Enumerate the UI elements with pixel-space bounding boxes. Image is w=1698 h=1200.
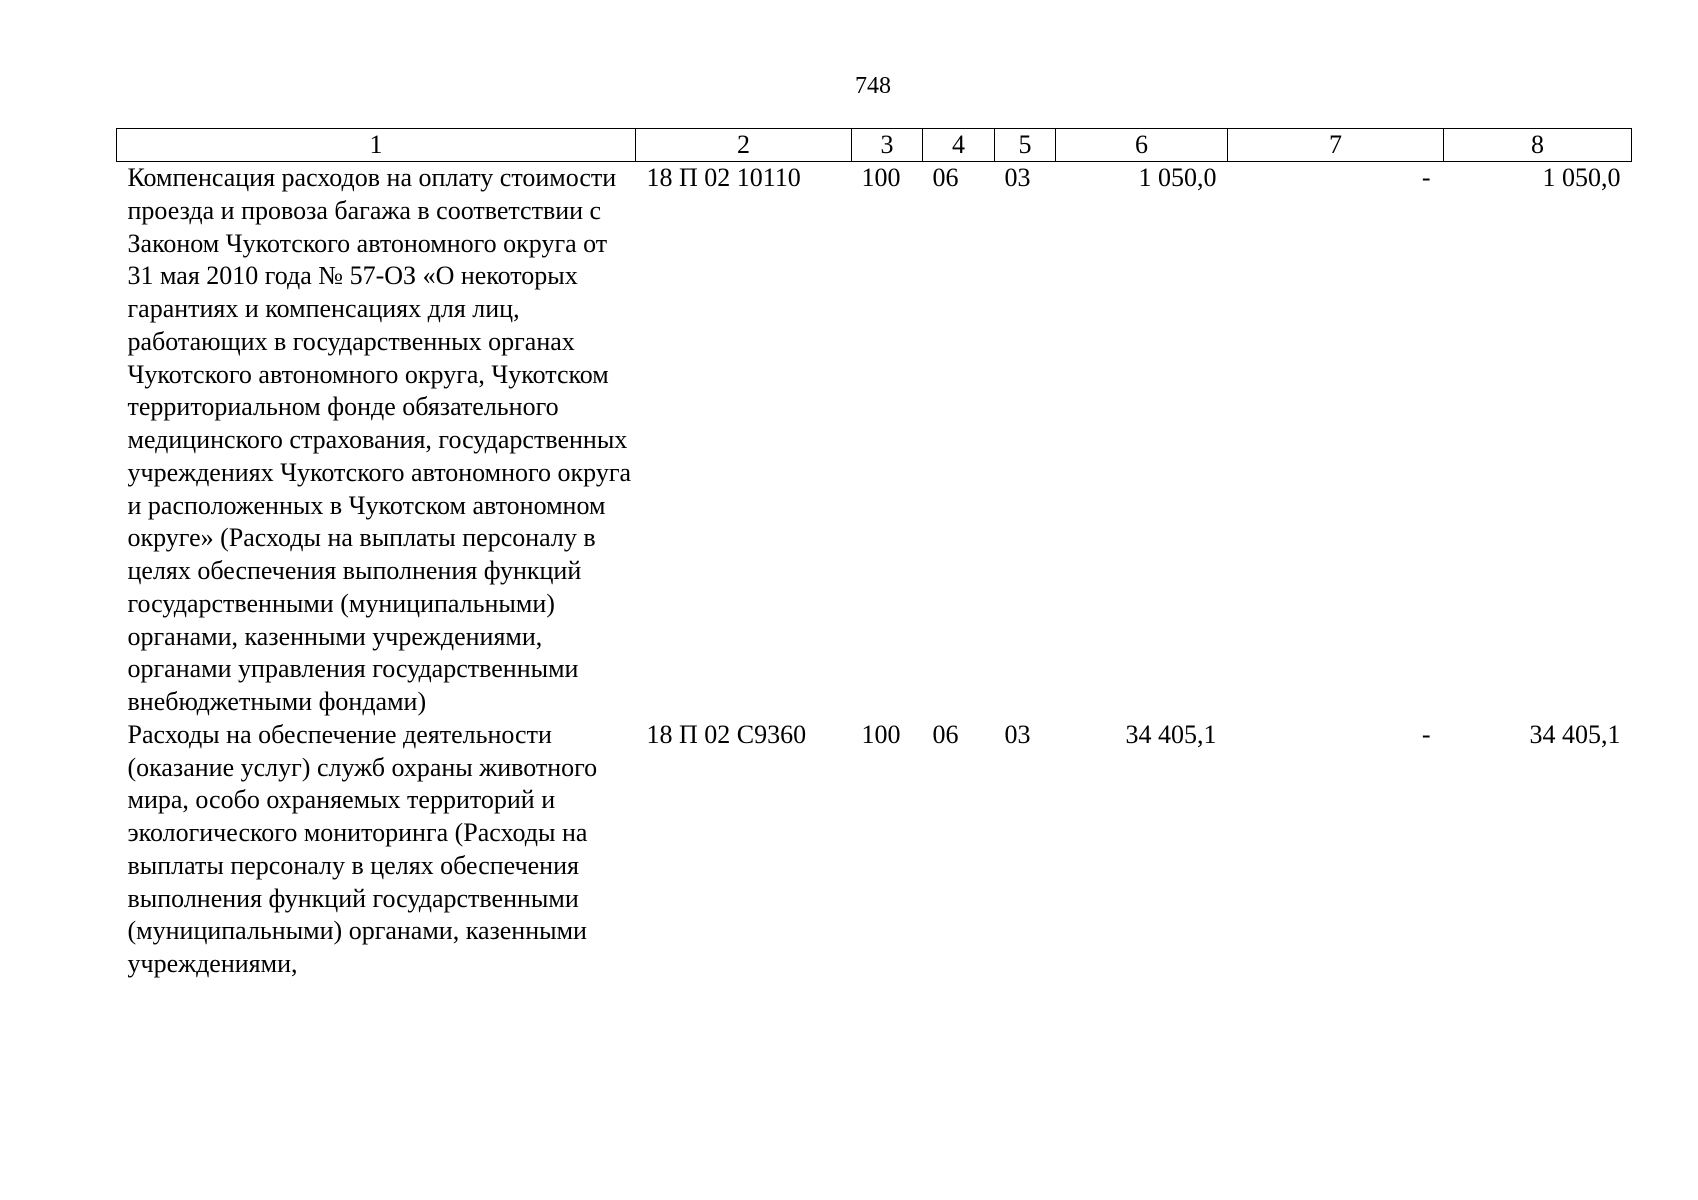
row-code: 18 П 02 С9360 (646, 719, 807, 749)
header-col-4: 4 (923, 129, 995, 162)
budget-table (116, 128, 1632, 981)
header-col-1: 1 (117, 129, 636, 162)
row-name: Компенсация расходов на оплату стоимости проезда и провоза багажа в соответствии с Законом Чукотского автономного округа от 31 мая 2010 года № 57-ОЗ «О некоторых гарантиях и компенсациях для лиц, работающих в государственных органах Чукотского автономного округа, Чукотском территориальном фонде обязательного медицинского страхования, государственных учреждениях Чукотского автономного округа и расположенных в Чукотском автономном округе» (Расходы на выплаты персоналу в целях обеспечения выполнения функций государственными (муниципальными) органами, казенными учреждениями, органами управления государственными внебюджетными фондами) (127, 163, 632, 716)
row-col-4: 06 (932, 719, 959, 749)
header-row (117, 129, 1632, 162)
header-col-5: 5 (995, 129, 1056, 162)
row-col-3: 100 (861, 719, 901, 749)
row-col-8: 1 050,0 (1542, 163, 1621, 192)
table-body (117, 162, 1632, 981)
row-col-6: 1 050,0 (1138, 163, 1217, 192)
table-row (117, 162, 1632, 719)
row-col-3: 100 (861, 163, 901, 192)
row-col-7: - (1421, 163, 1431, 192)
table-row (117, 719, 1632, 981)
header-col-3: 3 (852, 129, 923, 162)
row-col-5: 03 (1004, 163, 1031, 192)
row-col-6: 34 405,1 (1125, 719, 1217, 749)
header-col-6: 6 (1056, 129, 1228, 162)
row-col-8: 34 405,1 (1529, 719, 1621, 749)
row-col-5: 03 (1004, 719, 1031, 749)
page-number: 748 (855, 73, 891, 99)
header-col-7: 7 (1228, 129, 1444, 162)
row-name: Расходы на обеспечение деятельности (оказание услуг) служб охраны животного мира, особо охраняемых территорий и экологического мониторинга (Расходы на выплаты персоналу в целях обеспечения выполнения функций государственными (муниципальными) органами, казенными учреждениями, (127, 719, 598, 978)
row-col-4: 06 (932, 163, 959, 192)
row-code: 18 П 02 10110 (646, 163, 801, 192)
header-col-8: 8 (1444, 129, 1632, 162)
header-col-2: 2 (636, 129, 852, 162)
row-col-7: - (1421, 719, 1431, 749)
table-header (117, 129, 1632, 162)
